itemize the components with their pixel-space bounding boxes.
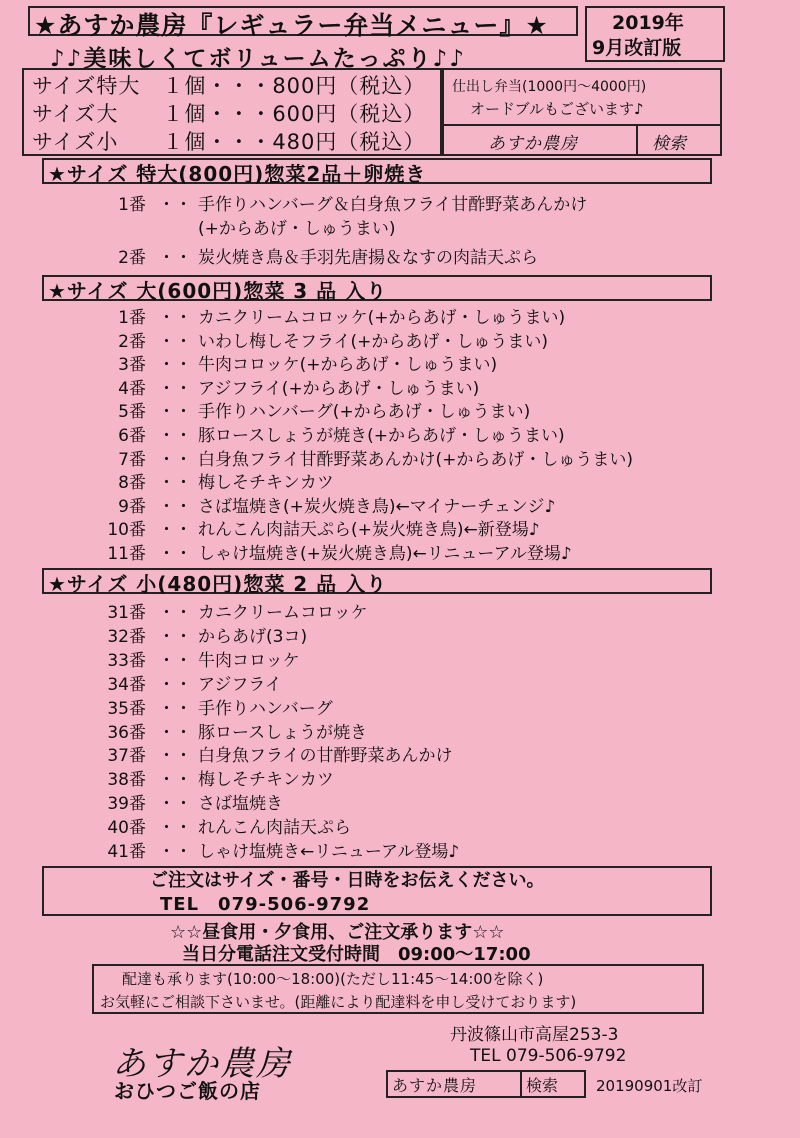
menu-item-description: 牛肉コロッケ	[198, 650, 300, 671]
menu-item-description: 牛肉コロッケ(+からあげ・しゅうまい)	[198, 355, 498, 376]
menu-item-description: しゃけ塩焼き←リニューアル登場♪	[198, 842, 460, 862]
revision-year: 2019年	[612, 12, 684, 34]
menu-item-separator: ・・	[158, 496, 192, 517]
menu-item-separator: ・・	[158, 195, 192, 215]
menu-item-separator: ・・	[158, 544, 192, 564]
menu-item-description: 白身魚フライの甘酢野菜あんかけ	[198, 746, 453, 767]
menu-item-description: 手作りハンバーグ	[198, 698, 333, 719]
menu-item-description: 炭火焼き鳥＆手羽先唐揚＆なすの肉詰天ぷら	[198, 248, 538, 268]
menu-subtitle: ♪♪美味しくてボリュームたっぷり♪♪	[50, 46, 467, 72]
menu-item-separator: ・・	[158, 308, 192, 328]
menu-item-separator: ・・	[158, 818, 192, 839]
menu-item-number: 6番	[118, 426, 146, 446]
section-xl-heading: ★サイズ 特大(800円)惣菜2品＋卵焼き	[48, 162, 427, 186]
shop-address: 丹波篠山市高屋253-3	[450, 1025, 619, 1045]
menu-item-number: 1番	[118, 308, 146, 328]
menu-item-separator: ・・	[158, 402, 192, 423]
delivery-note: お気軽にご相談下さいませ。(距離により配達料を申し受けております)	[100, 993, 577, 1011]
menu-item-number: 4番	[118, 378, 146, 399]
menu-item-description: れんこん肉詰天ぷら	[198, 818, 351, 839]
menu-item-number: 41番	[107, 842, 146, 862]
menu-item-separator: ・・	[158, 426, 192, 446]
menu-item-description: 豚ロースしょうが焼き	[198, 722, 368, 743]
menu-item-description: 手作りハンバーグ＆白身魚フライ甘酢野菜あんかけ	[198, 195, 588, 215]
section-l-heading: ★サイズ 大(600円)惣菜 3 品 入り	[48, 279, 388, 303]
price-s: サイズ小 １個・・・480円（税込）	[32, 130, 426, 154]
menu-item-separator: ・・	[158, 603, 192, 623]
hors-doeuvre-line: オードブルもございます♪	[470, 100, 644, 118]
menu-item-number: 2番	[118, 248, 146, 268]
menu-item-description: 梅しそチキンカツ	[198, 473, 334, 494]
shop-phone: TEL 079-506-9792	[470, 1046, 627, 1066]
divider	[636, 124, 638, 156]
menu-item-number: 9番	[118, 496, 146, 517]
order-phone: TEL 079-506-9792	[160, 894, 371, 915]
menu-title: ★あすか農房『レギュラー弁当メニュー』★	[34, 11, 549, 40]
menu-item-description: れんこん肉詰天ぷら(+炭火焼き鳥)←新登場♪	[198, 520, 540, 541]
menu-item-number: 38番	[107, 770, 146, 791]
menu-item-separator: ・・	[158, 248, 192, 268]
menu-item-description: アジフライ(+からあげ・しゅうまい)	[198, 378, 480, 399]
menu-item-description: 手作りハンバーグ(+からあげ・しゅうまい)	[198, 402, 531, 423]
shop-name: あすか農房	[112, 1044, 292, 1084]
menu-item-number: 39番	[107, 794, 146, 815]
revision-date: 20190901改訂	[596, 1077, 703, 1095]
menu-item-description: カニクリームコロッケ(+からあげ・しゅうまい)	[198, 308, 566, 328]
menu-item-separator: ・・	[158, 674, 192, 695]
price-l: サイズ大 １個・・・600円（税込）	[32, 102, 426, 126]
menu-item-description: 白身魚フライ甘酢野菜あんかけ(+からあげ・しゅうまい)	[198, 449, 633, 470]
menu-item-number: 8番	[118, 473, 146, 494]
section-s-heading: ★サイズ 小(480円)惣菜 2 品 入り	[48, 572, 388, 596]
menu-item-description: カニクリームコロッケ	[198, 603, 368, 623]
menu-item-separator: ・・	[158, 722, 192, 743]
menu-item-description: いわし梅しそフライ(+からあげ・しゅうまい)	[198, 331, 548, 352]
menu-item-separator: ・・	[158, 473, 192, 494]
menu-item-number: 11番	[107, 544, 146, 564]
menu-item-description: (+からあげ・しゅうまい)	[198, 219, 396, 239]
menu-item-separator: ・・	[158, 842, 192, 862]
menu-item-number: 7番	[118, 449, 146, 470]
menu-item-separator: ・・	[158, 770, 192, 791]
search-label: 検索	[652, 134, 686, 154]
menu-item-separator: ・・	[158, 794, 192, 815]
footer-search-label: 検索	[526, 1076, 559, 1095]
menu-item-number: 40番	[107, 818, 146, 839]
order-instructions: ご注文はサイズ・番号・日時をお伝えください。	[150, 870, 545, 891]
menu-item-number: 33番	[107, 650, 146, 671]
menu-item-separator: ・・	[158, 378, 192, 399]
catering-line: 仕出し弁当(1000円～4000円)	[452, 79, 647, 95]
menu-item-description: さば塩焼き(+炭火焼き鳥)←マイナーチェンジ♪	[198, 496, 556, 517]
menu-item-number: 31番	[107, 603, 146, 623]
menu-item-number: 1番	[118, 195, 146, 215]
menu-item-number: 35番	[107, 698, 146, 719]
phone-hours: 当日分電話注文受付時間 09:00～17:00	[182, 944, 531, 965]
divider	[442, 124, 722, 126]
menu-item-number: 34番	[107, 674, 146, 695]
menu-item-separator: ・・	[158, 650, 192, 671]
menu-item-separator: ・・	[158, 520, 192, 541]
menu-item-description: 豚ロースしょうが焼き(+からあげ・しゅうまい)	[198, 426, 565, 446]
menu-item-number: 3番	[118, 355, 146, 376]
menu-item-number: 32番	[107, 626, 146, 647]
menu-item-separator: ・・	[158, 449, 192, 470]
meal-orders-note: ☆☆昼食用・夕食用、ご注文承ります☆☆	[170, 922, 505, 943]
price-xl: サイズ特大 １個・・・800円（税込）	[32, 74, 426, 98]
menu-item-description: アジフライ	[198, 674, 282, 695]
menu-item-number: 37番	[107, 746, 146, 767]
menu-item-number: 5番	[118, 402, 146, 423]
footer-search-keyword: あすか農房	[392, 1076, 478, 1095]
menu-item-description: からあげ(3コ)	[198, 626, 308, 647]
menu-item-separator: ・・	[158, 355, 192, 376]
delivery-hours: 配達も承ります(10:00～18:00)(ただし11:45～14:00を除く)	[122, 970, 544, 988]
menu-item-number: 10番	[107, 520, 146, 541]
shop-tagline: おひつご飯の店	[114, 1079, 261, 1103]
menu-item-description: さば塩焼き	[198, 794, 283, 815]
divider	[520, 1070, 522, 1098]
menu-item-separator: ・・	[158, 746, 192, 767]
search-keyword: あすか農房	[488, 134, 578, 154]
menu-item-separator: ・・	[158, 331, 192, 352]
revision-label: 9月改訂版	[592, 37, 682, 59]
menu-item-number: 36番	[107, 722, 146, 743]
menu-item-separator: ・・	[158, 698, 192, 719]
menu-item-separator: ・・	[158, 626, 192, 647]
menu-item-description: しゃけ塩焼き(+炭火焼き鳥)←リニューアル登場♪	[198, 544, 572, 564]
menu-item-number: 2番	[118, 331, 146, 352]
menu-item-description: 梅しそチキンカツ	[198, 770, 334, 791]
